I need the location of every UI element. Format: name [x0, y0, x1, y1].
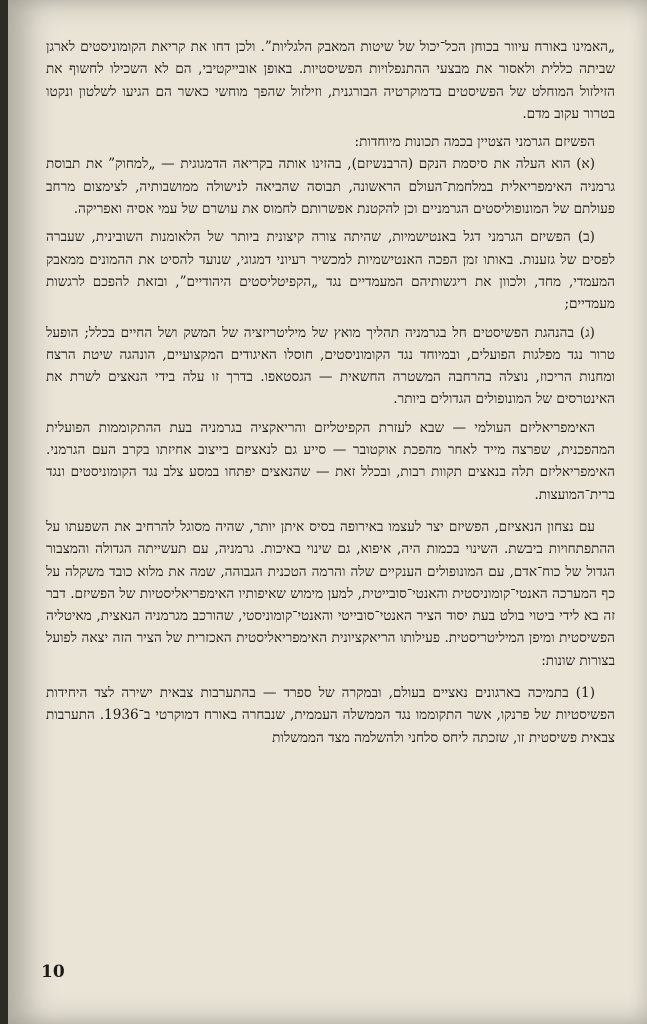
- paragraph: (א) הוא העלה את סיסמת הנקם (הרבנשיזם), בהזינו אותה בקריאה הדמגוגית — „למחוק” את תבוסת גרמניה האימפריאלית במלחמת־העולם הראשונה, תבוסה שהביאה לנישולה ממושבותיה, לצימצום מרחב פעולתם של המונופוליסטים הגרמניים וכן להקטנת אפשרותם לחמוס את עושרם של עמי אסיה ואפריקה.: [46, 156, 615, 218]
- paragraph: (1) בתמיכה בארגונים נאציים בעולם, ובמקרה של ספרד — בהתערבות צבאית ישירה לצד היחידות הפשיסטיות של פרנקו, אשר התקוממו נגד הממשלה העממית, שנבחרה באורח דמוקרטי ב־1936. התערבות צבאית פשיסטית זו, שזכתה ליחס סלחני ולהשלמה מצד הממשלות: [46, 685, 615, 746]
- book-page: [8, 0, 647, 1024]
- paragraph: עם נצחון הנאציזם, הפשיזם יצר לעצמו באירופה בסיס איתן יותר, שהיה מסוגל להרחיב את השפעתו על ההתפתחויות ביבשת. השינוי בכמות היה, איפוא, גם שינוי באיכות. גרמניה, עם תעשייתה הגדולה והמצבור הגדול של כוח־אדם, עם המונופולים הענקיים שלה והרמה הטכנית הגבוהה, שמה את מלוא כובד משקלה על כף המערכה האנטי־קומוניסטית והאנטי־סובייטית, למען מימוש שאיפותיו האימפריאליסטיות של הפשיזם. דבר זה בא לידי ביטוי בולט בעת יסוד הציר האנטי־סובייטי והאנטי־קומוניסטי, שהורכב מגרמניה הנאצית, מאיטליה הפשיסטית ומיפן המיליטריסטית. פעילותו הריאקציונית האימפריאליסטית האכזרית של הציר הזה יצאה לפועל בצורות שונות:: [46, 518, 615, 669]
- paragraph: (ב) הפשיזם הגרמני דגל באנטישמיות, שהיתה צורה קיצונית ביותר של הלאומנות השובינית, שעברה לפסים של גזענות. באותו זמן הפכה האנטישמיות למכשיר רעיוני דמגוגי, שנועד להסיט את ההמונים ממאבק המעמדי, מחד, ולכוון את ריגשותיהם המעמדיים נגד „הקפיטליסטים היהודיים”, ובזאת להפכם לרגשות מעמדיים;: [46, 229, 615, 313]
- paragraph: (ג) בהנהגת הפשיסטים חל בגרמניה תהליך מואץ של מיליטריזציה של המשק ושל החיים בכלל; הופעל טרור נגד מפלגות הפועלים, ובמיוחד נגד הקומוניסטים, חוסלו האיגודים המקצועיים, הונהגה שיטת הרצח ומחנות הריכוז, נוצלה בהרחבה המשטרה החשאית — הגסטאפו. בדרך זו עלה בידי הנאצים לשרת את האינטרסים של המונופולים הגדולים ביותר.: [46, 324, 615, 408]
- paragraph: „האמינו באורח עיוור בכוחן הכל־יכול של שיטות המאבק הלגליות”. ולכן דחו את קריאת הקומוניסטים לארגן שביתה כללית ולאסור את מבצעי ההתנפלויות הפשיסטיות. באופן אובייקטיבי, הם לא השכילו לחשוף את הזילזול המוחלט של הפשיסטים בדמוקרטיה הבורגנית, וזילזול שהפך מוחשי כאשר הם הגיעו לשלטון ונקטו בטרור עקוב מדם.: [46, 39, 615, 122]
- page-number: 10: [41, 962, 65, 982]
- paragraph: הפשיזם הגרמני הצטיין בכמה תכונות מיוחדות:: [354, 134, 595, 151]
- body-text: [46, 36, 615, 749]
- paragraph: האימפריאליזם העולמי — שבא לעזרת הקפיטליזם והריאקציה בגרמניה בעת ההתקוממות הפועלית המהפכנית, שפרצה מייד לאחר מהפכת אוקטובר — סייע גם לנאציזם בייצוב אחיזתו בקרב העם הגרמני. האימפריאליזם תלה בנאצים תקוות רבות, ובכלל זאת — שהנאצים יפתחו במסע צלב נגד הקומוניסטים ונגד ברית־המועצות.: [46, 419, 615, 503]
